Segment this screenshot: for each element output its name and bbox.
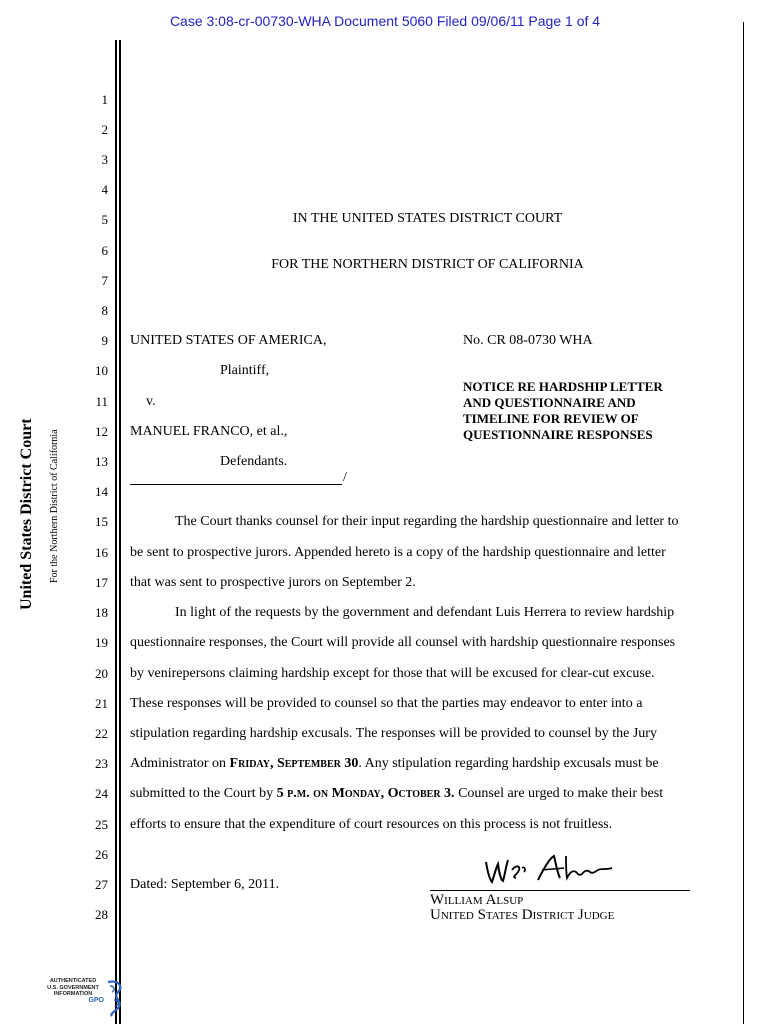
line-number: 19 xyxy=(95,635,108,650)
body-line-17: that was sent to prospective jurors on September 2. xyxy=(130,575,416,590)
notice-title-line: AND QUESTIONNAIRE AND xyxy=(463,395,636,410)
body-line-24 xyxy=(130,786,663,802)
notice-title xyxy=(463,379,663,443)
notice-title-line: QUESTIONNAIRE RESPONSES xyxy=(463,427,653,442)
line-number: 28 xyxy=(95,907,108,922)
gpo-authentication-seal xyxy=(40,978,130,1018)
defendant-role: Defendants. xyxy=(220,454,288,469)
line-number: 15 xyxy=(95,514,108,529)
line-number: 8 xyxy=(101,303,108,318)
line-number: 23 xyxy=(95,756,108,771)
case-number: No. CR 08-0730 WHA xyxy=(463,333,593,348)
body-line-16: be sent to prospective jurors. Appended hereto is a copy of the hardship questionnaire and letter xyxy=(130,545,666,560)
deadline-date-responses: Friday, September 30 xyxy=(229,756,359,771)
body-line-23 xyxy=(130,756,659,772)
line-number: 7 xyxy=(101,273,108,288)
body-line-25: efforts to ensure that the expenditure of court resources on this process is not fruitless. xyxy=(130,817,613,832)
line-number: 13 xyxy=(95,454,108,469)
defendant-name: MANUEL FRANCO, et al., xyxy=(130,424,288,439)
gpo-seal-text xyxy=(40,978,106,1004)
handwritten-signature xyxy=(478,850,628,890)
dated-line: Dated: September 6, 2011. xyxy=(130,877,280,892)
sidebar-district-label: For the Northern District of California xyxy=(49,429,60,583)
caption-underline xyxy=(130,484,342,485)
body-line-23-start: Administrator on xyxy=(130,756,230,771)
line-number: 5 xyxy=(101,212,108,227)
right-rule xyxy=(743,22,744,1024)
deadline-date-stipulation: 5 p.m. on Monday, October 3. xyxy=(276,786,455,801)
gpo-line: AUTHENTICATED xyxy=(49,978,97,984)
body-line-24-end: Counsel are urged to make their best xyxy=(454,786,664,801)
line-number: 3 xyxy=(101,152,108,167)
left-rule-outer xyxy=(115,40,117,1024)
line-number: 1 xyxy=(101,92,108,107)
line-number: 4 xyxy=(101,182,108,197)
body-line-24-start: submitted to the Court by xyxy=(130,786,277,801)
line-number: 26 xyxy=(95,847,108,862)
line-number: 22 xyxy=(95,726,108,741)
body-line-21: These responses will be provided to counsel so that the parties may endeavor to enter into a xyxy=(130,696,643,711)
gpo-line: U.S. GOVERNMENT xyxy=(47,984,99,991)
body-line-23-end: . Any stipulation regarding hardship excusals must be xyxy=(358,756,659,771)
gpo-mark: GPO xyxy=(88,996,104,1004)
line-number: 18 xyxy=(95,605,108,620)
line-number: 25 xyxy=(95,817,108,832)
line-number: 24 xyxy=(95,786,108,801)
judge-title xyxy=(430,907,614,924)
judge-title-text: United States District Judge xyxy=(430,907,615,923)
line-number: 21 xyxy=(95,696,108,711)
line-number: 10 xyxy=(95,363,108,378)
plaintiff-role: Plaintiff, xyxy=(220,363,270,378)
line-number: 14 xyxy=(95,484,108,499)
body-line-18: In light of the requests by the government and defendant Luis Herrera to review hardship xyxy=(175,605,675,620)
body-line-15: The Court thanks counsel for their input regarding the hardship questionnaire and letter to xyxy=(175,514,679,529)
court-title: IN THE UNITED STATES DISTRICT COURT xyxy=(292,211,563,226)
line-number: 11 xyxy=(95,394,108,409)
line-number: 16 xyxy=(95,545,108,560)
body-line-22: stipulation regarding hardship excusals. The responses will be provided to counsel by the Jury xyxy=(130,726,657,741)
notice-title-line: TIMELINE FOR REVIEW OF xyxy=(463,411,639,426)
case-header: Case 3:08-cr-00730-WHA Document 5060 Filed 09/06/11 Page 1 of 4 xyxy=(169,13,601,29)
line-number: 17 xyxy=(95,575,108,590)
plaintiff-name: UNITED STATES OF AMERICA, xyxy=(130,333,327,348)
notice-title-line: NOTICE RE HARDSHIP LETTER xyxy=(463,379,663,394)
left-rule-inner xyxy=(119,40,121,1024)
court-district: FOR THE NORTHERN DISTRICT OF CALIFORNIA xyxy=(271,257,584,272)
line-number: 12 xyxy=(95,424,108,439)
judge-name-text: William Alsup xyxy=(430,892,524,908)
line-number: 27 xyxy=(95,877,108,892)
signature-line xyxy=(430,890,690,891)
eagle-icon xyxy=(104,978,128,1018)
line-number: 9 xyxy=(101,333,108,348)
line-number: 20 xyxy=(95,666,108,681)
line-number: 6 xyxy=(101,243,108,258)
gpo-line: INFORMATION xyxy=(53,991,93,997)
body-line-19: questionnaire responses, the Court will provide all counsel with hardship questionnaire responses xyxy=(130,635,676,650)
caption-slash: / xyxy=(343,470,347,485)
line-number: 2 xyxy=(101,122,108,137)
body-line-20: by venirepersons claiming hardship except for those that will be excused for clear-cut excuse. xyxy=(130,666,655,681)
versus: v. xyxy=(146,394,156,409)
sidebar-court-label: United States District Court xyxy=(18,418,35,610)
